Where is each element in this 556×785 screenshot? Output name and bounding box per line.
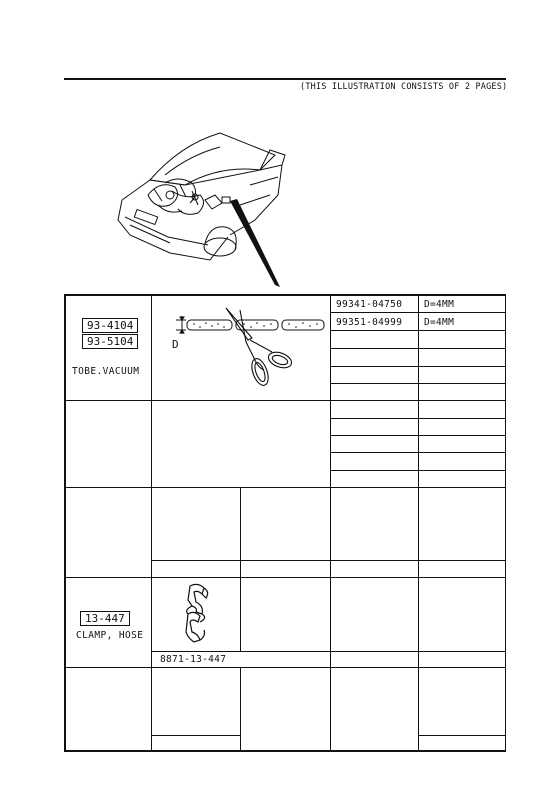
col-sep [240,487,241,577]
cell-sep [330,435,506,436]
clamp-name: CLAMP, HOSE [76,630,144,641]
col-sep [330,294,331,488]
col-sep [330,577,331,667]
tube-and-scissors-icon [156,300,328,396]
cell-sep [330,383,506,384]
illustration-caption: (THIS ILLUSTRATION CONSISTS OF 2 PAGES) [300,82,508,92]
cell-sep [418,735,506,736]
row-sep [64,667,506,668]
cell-sep [151,735,241,736]
col-sep [418,294,419,488]
part-spec: D=4MM [424,317,455,328]
car-engine-bay-illustration [110,125,310,295]
code-box-93-4104: 93-4104 [82,318,138,333]
cell-sep [330,366,506,367]
code-box-13-447: 13-447 [80,611,130,626]
row-sep [64,577,506,578]
cell-sep [151,560,506,561]
col-sep [240,577,241,651]
table-left [64,294,66,751]
cell-sep [330,470,506,471]
part-number: 99341-04750 [336,299,403,310]
cell-sep [330,312,506,313]
col-sep [330,667,331,751]
col-sep [330,487,331,577]
part-number: 99351-04999 [336,317,403,328]
col-sep [151,294,152,751]
hose-clamp-icon [178,580,218,646]
col-sep [418,667,419,751]
col-sep [240,667,241,751]
cell-sep [330,348,506,349]
dimension-label: D [172,338,180,351]
cell-sep [151,651,506,652]
col-sep [418,577,419,667]
tube-name: TOBE.VACUUM [72,366,140,377]
cell-sep [330,452,506,453]
col-sep [418,487,419,577]
part-spec: D=4MM [424,299,455,310]
row-sep [64,400,506,401]
table-top [64,294,506,296]
table-bottom [64,750,506,752]
header-rule [64,78,506,80]
cell-sep [330,418,506,419]
clamp-part-number: 8871-13-447 [160,654,227,665]
code-box-93-5104: 93-5104 [82,334,138,349]
cell-sep [330,330,506,331]
row-sep [64,487,506,488]
table-right [505,294,506,751]
